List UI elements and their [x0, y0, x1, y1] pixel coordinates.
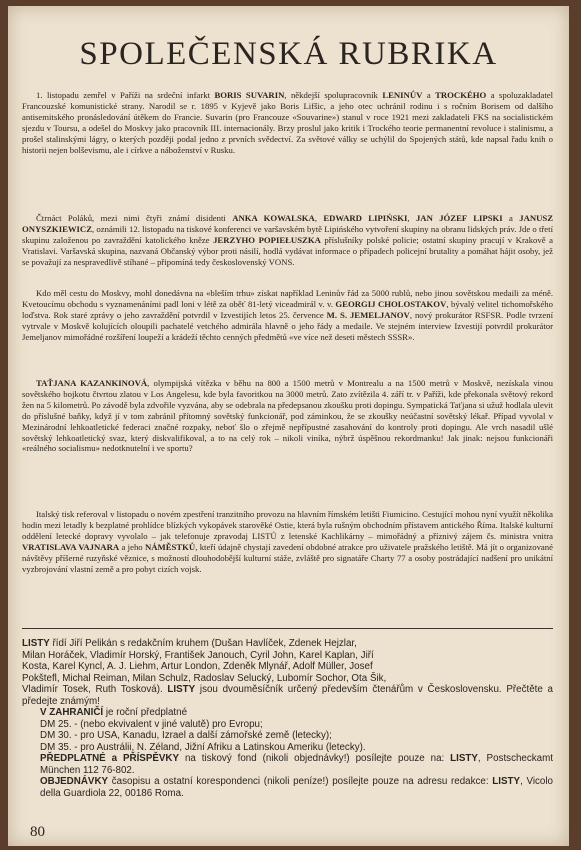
- text-run: na tiskový fond (nikoli objednávky!) posílejte pouze na:: [179, 753, 451, 764]
- article-kazankinova: [22, 378, 553, 454]
- article-polish-dissidents: [22, 213, 553, 268]
- text-run: , olympijská vítězka v běhu na 800 a 1500 metrů v Montrealu a na 1500 metrů v Moskvě, nezískala vinou sovětského bojkotu čtvrtou zlatou v Los Angelesu, kde byla favoritkou na 3000 metrů. Zato zvítězila 4. září tr. v Paříži, kde překonala světový rekord žen na 5 kilometrů. Po závodě byla zdvořile vyzvána, aby se odebrala na předepsanou zkoušku proti dopingu. Sympatická Taťjana si užuž hodlala ulevit do příslušné baňky, když jí v tom zabránil přítomný sovětský funkcionář, pod záminkou, že se zkoušky neúčastní sovětský lékař. Případ vyvolal v Mezinárodní lehkoatletické federaci značné rozpaky, neboť šlo o zřejmě nepřípustné zasahování do kontroly proti dopingu. Ale vrch nasadil ušlé sovětský lehkoatletický svaz, který diskvalifikoval, a to na celý rok – nikoli viníka, nýbrž úspěšnou rekordmanku! Jak jinak: nejsou funkcionáři «reálného socialismu» nedotknutelní i ve sportu?: [22, 378, 553, 454]
- text-run: a: [502, 213, 520, 223]
- bold-name: LISTY: [492, 776, 521, 787]
- text-run: Pokštefl, Michal Reiman, Milan Schulz, Radoslav Selucký, Lubomír Sochor, Ota Šik,: [22, 672, 387, 684]
- text-run: ,: [407, 213, 416, 223]
- info-line: [22, 776, 553, 799]
- text-run: Italský tisk referoval v listopadu o novém zpestření tranzitního provozu na hlavním římském letišti Fiumicino. Cestující mohou nyní využít několika hodin mezi letadly k bezplatné prohlídce blízkých vykopávek starověké Ostie, která byla rušným obchodním přístavem antického Říma. Italské kulturní oddělení letecké dopravy vyvolalo – jak telefonuje zpravodaj LISTŮ z letenské Kachlikárny – mimořádný a příznivý zájem čs. ministra vnitra: [22, 509, 553, 541]
- text-run: příslušníky polské policie; ostatní skupiny pracují v Krakově a Vratislavi. Varšavská skupina, nazvaná Občanský výbor proti násilí, hodlá vydávat informace o případech policejní brutality a pomáhat hájit osoby, jež se považují za nespravedlivě stíhané – připomíná tedy československý VONS.: [22, 234, 553, 267]
- text-run: časopisu a ostatní korespondenci (nikoli peníze!) posílejte pouze na adresu redakce:: [108, 776, 493, 787]
- info-line: [22, 707, 553, 719]
- bold-name: JANUSZ ONYSZKIEWICZ: [22, 213, 554, 234]
- text-run: a jeho: [119, 541, 145, 552]
- text-run: Vladimír Tosek, Ruth Tosková).: [22, 684, 168, 695]
- info-line: [22, 661, 553, 673]
- text-run: a: [422, 90, 436, 100]
- bold-name: LISTY: [450, 753, 478, 764]
- text-run: , nový prokurátor RSFSR. Podle tvrzení vytrvale v Moskvě kolujících oloupili pachatelé vetchého admirála hlavně o jeho řády a medaile. Ve stejném interview Izvestijí potvrdil prokurátor Jemeljanov mimořádné rozšíření loupeží a krádeží těchto cenných předmětů «ve více než deseti městech SSSR».: [22, 309, 553, 342]
- magazine-page: [8, 6, 569, 846]
- text-run: DM 25. - (nebo ekvivalent v jiné valutě) pro Evropu;: [40, 718, 263, 730]
- bold-name: TROCKÉHO: [435, 90, 487, 100]
- article-soviet-medals: [22, 288, 553, 343]
- text-run: Milan Horáček, Vladimír Horský, František Janouch, Cyril John, Karel Kaplan, Jiří: [22, 649, 374, 661]
- text-run: , oznámili 12. listopadu na tiskové konferenci ve varšavském bytě Lipińského vytvoření skupiny na obranu lidských práv. Jde o třetí skupinu založenou po zavraždění katolického kněze: [22, 223, 553, 245]
- divider-top: [22, 628, 553, 629]
- bold-name: JERZYHO POPIEŁUSZKA: [213, 234, 321, 245]
- text-run: , Postscheckamt München 112 76-802.: [40, 753, 553, 776]
- info-line: [22, 719, 553, 731]
- info-line: [22, 673, 553, 685]
- info-line: [22, 730, 553, 742]
- info-line: [22, 753, 553, 776]
- bold-name: LISTY: [22, 638, 50, 649]
- info-line: [22, 638, 553, 650]
- page-title: SPOLEČENSKÁ RUBRIKA: [79, 36, 498, 72]
- text-run: , bývalý velitel tichomořského loďstva. Rok staré zprávy o jeho zavraždění potvrdil v Izvestijích letos 25. července: [22, 298, 553, 320]
- bold-name: TAŤJANA KAZANKINOVÁ: [36, 378, 148, 388]
- text-run: 1. listopadu zemřel v Paříži na srdeční infarkt: [36, 90, 215, 100]
- bold-name: V ZAHRANIČÍ: [40, 707, 104, 718]
- text-run: , kteří údajně chystají zavedení obdobné atrakce pro uživatele pražského letiště. Má jít o organizované návštěvy příšerné ruzyňské věznice, s možností dlouhodobější kulturní stáže, zvláště pro signatáře Charty 77 a osoby postrádající nadšení pro unikátní vyzbrojování vlastní země a pro pobyt cizích vojsk.: [22, 541, 553, 574]
- bold-name: LISTY: [167, 684, 196, 695]
- text-run: jsou dvouměsíčník určený především čtenářům v Československu. Přečtěte a předejte známým!: [22, 684, 553, 707]
- article-fiumicino: [22, 509, 553, 574]
- bold-name: NÁMĚSTKŮ: [144, 541, 196, 552]
- bold-name: BORIS SUVARIN: [214, 90, 285, 100]
- bold-name: GEORGIJ CHOLOSTAKOV: [335, 298, 447, 309]
- text-run: DM 30. - pro USA, Kanadu, Izrael a další zámořské země (letecky);: [40, 730, 332, 741]
- text-run: řídí Jiří Pelikán s redakčním kruhem (Dušan Havlíček, Zdenek Hejzlar,: [49, 638, 357, 649]
- text-run: je roční předplatné: [103, 707, 188, 718]
- bold-name: VRATISLAVA VAJNARA: [22, 541, 120, 552]
- text-run: ,: [314, 213, 324, 223]
- text-run: , někdejší spolupracovník: [284, 90, 383, 100]
- bold-name: M. S. JEMELJANOV: [326, 309, 410, 320]
- text-run: DM 35. - pro Austrálii, N. Zéland, Jižní Afriku a Latinskou Ameriku (letecky).: [40, 741, 366, 753]
- bold-name: ANKA KOWALSKA: [232, 213, 315, 223]
- listy-info-box: [22, 638, 553, 799]
- text-run: Kdo měl cestu do Moskvy, mohl donedávna na «bleším trhu» získat například Leninův řád za 5000 rublů, nebo jinou sovětskou medaili za méně. Kvetoucímu obchodu s vyznamenáními padl loni v létě za oběť 81-letý viceadmirál v. v.: [22, 288, 553, 309]
- bold-name: JAN JÓZEF LIPSKI: [415, 213, 503, 223]
- page-number: 80: [30, 824, 45, 840]
- bold-name: PŘEDPLATNÉ a PŘÍSPĚVKY: [40, 753, 180, 764]
- text-run: Čtrnáct Poláků, mezi nimi čtyři známí disidenti: [36, 213, 233, 223]
- info-line: [22, 684, 553, 707]
- bold-name: EDWARD LIPIŃSKI: [323, 213, 408, 223]
- text-run: Kosta, Karel Kyncl, A. J. Liehm, Artur London, Zdeněk Mlynář, Adolf Müller, Josef: [22, 661, 373, 672]
- info-line: [22, 650, 553, 662]
- bold-name: OBJEDNÁVKY: [40, 776, 109, 787]
- text-run: a spoluzakladatel Francouzské komunistické strany. Narodil se r. 1895 v Kyjevě jako Boris Lifšic, a jeho otec uchránil rodinu i s ročním Borisem od dalšího antisemitského pronásledování útěkem do Francie. Suvarin (pro Francouze «Souvarine») stanul v roce 1921 mezi zakladateli FKS na socialistickém sjezdu v Toursu, a odešel do Moskvy jako pracovník III. internacionály. Brzy proslul jako kritik i Trockého teorie permanentní revoluce i stalinismu, a prošel stalinskými lágry, o kterých později podal jedno z prvních svědectví. Za světové války se uchýlil do Spojených států, kde napsal řadu knih o historii nejen bolševismu, ale i církve a náboženství v Rusku.: [22, 90, 553, 155]
- text-run: , Vicolo della Guardiola 22, 00186 Roma.: [40, 776, 553, 799]
- article-suvarin: [22, 90, 553, 155]
- info-line: [22, 742, 553, 754]
- bold-name: LENINŮV: [382, 90, 423, 100]
